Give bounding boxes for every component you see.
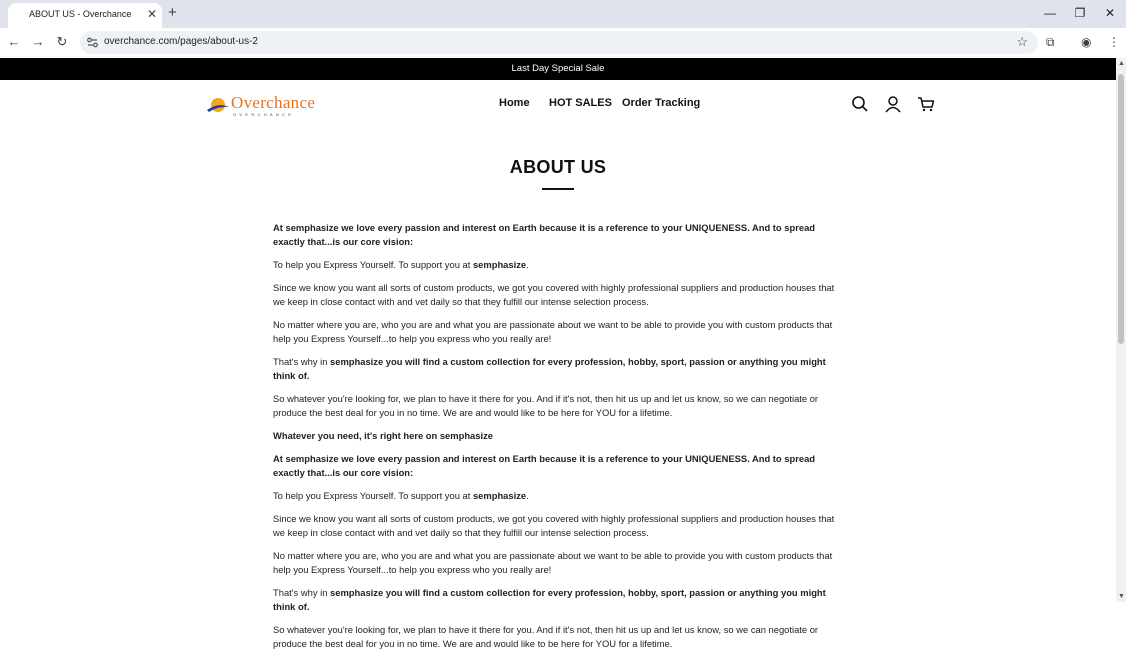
paragraph: At semphasize we love every passion and interest on Earth because it is a reference to your UNIQUENESS. And to spread exactly that...is our core vision: — [273, 222, 816, 247]
restore-icon[interactable]: ❐ — [1074, 6, 1086, 20]
menu-icon[interactable]: ⋮ — [1108, 35, 1120, 49]
minimize-icon[interactable]: — — [1044, 6, 1056, 20]
title-divider — [542, 188, 574, 190]
paragraph: Since we know you want all sorts of custom products, we got you covered with highly professional suppliers and production houses that we keep in close contact with and vet daily so that they fulfill our intense selection process. — [273, 513, 835, 538]
logo-mark-icon — [205, 93, 231, 117]
about-content — [273, 221, 843, 660]
new-tab-icon[interactable]: + — [168, 4, 177, 21]
nav-order-tracking[interactable]: Order Tracking — [622, 97, 701, 109]
site-settings-icon[interactable] — [86, 36, 99, 49]
nav-home[interactable]: Home — [499, 97, 530, 109]
profile-icon[interactable]: ◉ — [1081, 35, 1092, 49]
logo-text: Overchance — [231, 93, 316, 112]
paragraph: So whatever you're looking for, we plan to have it there for you. And if it's not, then hit us up and let us know, so we can negotiate or produce the best deal for you in no time. We are and would like to be here for YOU for a lifetime. — [273, 393, 819, 418]
paragraph: No matter where you are, who you are and what you are passionate about we want to be able to provide you with custom products that help you Express Yourself...to help you express who you really are! — [273, 550, 833, 575]
reload-icon[interactable]: ↻ — [56, 34, 68, 49]
paragraph: To help you Express Yourself. To support you at semphasize. — [273, 259, 529, 270]
address-bar[interactable] — [80, 31, 1038, 54]
browser-tab-bar — [0, 0, 1126, 28]
paragraph: No matter where you are, who you are and what you are passionate about we want to be able to provide you with custom products that help you Express Yourself...to help you express who you really are! — [273, 319, 833, 344]
back-icon[interactable]: ← — [7, 34, 21, 49]
paragraph: That's why in semphasize you will find a custom collection for every profession, hobby, sport, passion or anything you might think of. — [273, 587, 826, 612]
announcement-bar: Last Day Special Sale — [0, 58, 1116, 80]
site-header — [0, 80, 1116, 130]
account-icon[interactable] — [884, 95, 902, 113]
cart-icon[interactable] — [917, 95, 935, 113]
search-icon[interactable] — [851, 95, 869, 113]
paragraph: Since we know you want all sorts of custom products, we got you covered with highly professional suppliers and production houses that we keep in close contact with and vet daily so that they fulfill our intense selection process. — [273, 282, 835, 307]
paragraph: That's why in semphasize you will find a custom collection for every profession, hobby, sport, passion or anything you might think of. — [273, 356, 826, 381]
paragraph: To help you Express Yourself. To support you at semphasize. — [273, 490, 529, 501]
tab-close-icon[interactable]: ✕ — [147, 7, 158, 21]
browser-tab[interactable] — [8, 3, 162, 28]
logo-subtext: OVERCHANCE — [233, 112, 295, 117]
bookmark-star-icon[interactable]: ☆ — [1016, 34, 1028, 49]
scroll-up-icon[interactable]: ▲ — [1118, 60, 1125, 67]
page-title: ABOUT US — [509, 157, 607, 177]
paragraph: Whatever you need, it's right here on semphasize — [273, 430, 493, 441]
paragraph: So whatever you're looking for, we plan to have it there for you. And if it's not, then hit us up and let us know, so we can negotiate or produce the best deal for you in no time. We are and would like to be here for YOU for a lifetime. — [273, 624, 819, 649]
page-scrollbar[interactable] — [1116, 58, 1126, 602]
logo[interactable] — [205, 93, 325, 117]
scroll-down-icon[interactable]: ▼ — [1118, 593, 1125, 600]
window-close-icon[interactable]: ✕ — [1104, 6, 1116, 20]
url-text: overchance.com/pages/about-us-2 — [104, 36, 258, 47]
forward-icon[interactable]: → — [31, 34, 45, 49]
tab-search-icon[interactable]: ⧉ — [1046, 35, 1055, 49]
browser-toolbar — [0, 28, 1126, 58]
scrollbar-thumb[interactable] — [1118, 74, 1124, 344]
paragraph: At semphasize we love every passion and interest on Earth because it is a reference to your UNIQUENESS. And to spread exactly that...is our core vision: — [273, 453, 816, 478]
nav-hot-sales[interactable]: HOT SALES — [549, 97, 612, 109]
tab-title: ABOUT US - Overchance — [29, 9, 132, 19]
